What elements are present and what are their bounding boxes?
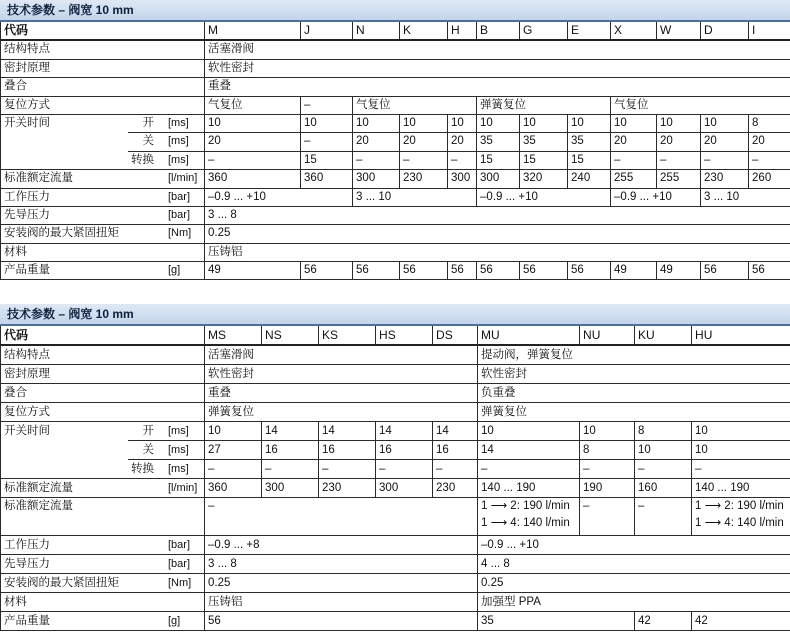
value-cell: – [376,460,433,479]
row-label: 先导压力 [1,206,165,224]
unit: [bar] [165,555,205,574]
value-cell: – [478,460,580,479]
sub-label: 关 [128,441,165,460]
code-cell: DS [433,326,478,345]
code-row [1,22,790,40]
value-cell: 10 [301,114,353,132]
spec-section-1 [0,0,790,280]
row-label: 材料 [1,243,205,261]
value-cell: 56 [400,262,448,280]
code-cell: N [353,22,400,40]
material-row [1,593,790,612]
value-cell: 56 [353,262,400,280]
value-cell: 140 ... 190 [692,479,790,498]
code-cell: B [477,22,520,40]
value-cell: 320 [520,170,568,188]
value-cell: 15 [301,151,353,169]
row-label: 叠合 [1,384,205,403]
value-cell: 10 [692,422,790,441]
row-label: 开关时间 [1,114,128,169]
row-value: – [635,498,692,536]
row-value: 4 ... 8 [478,555,790,574]
value-cell: 20 [205,133,301,151]
row-value: 气复位 [205,96,301,114]
unit: [ms] [165,422,205,441]
value-cell: 16 [262,441,319,460]
value-cell: – [400,151,448,169]
value-cell: 15 [477,151,520,169]
value-cell: – [301,133,353,151]
value-cell: 16 [433,441,478,460]
row-value: 重叠 [205,384,478,403]
value-cell: 10 [478,422,580,441]
flow-path-line: 1 ⟶ 4: 140 l/min [695,517,784,529]
code-cell: HU [692,326,790,345]
sub-label: 转换 [128,151,165,169]
value-cell: 160 [635,479,692,498]
row-value: 压铸铝 [205,243,790,261]
value-cell: 8 [580,441,635,460]
sub-label: 开 [128,422,165,441]
value-cell: 230 [701,170,749,188]
row-value: 3 ... 8 [205,206,790,224]
value-cell: 230 [400,170,448,188]
value-cell: 10 [568,114,611,132]
value-cell: 20 [353,133,400,151]
switch-open-row [1,114,790,132]
row-label: 叠合 [1,78,205,96]
row-value [478,498,580,536]
row-label: 安装阀的最大紧固扭矩 [1,574,165,593]
row-value [692,498,790,536]
value-cell: 10 [701,114,749,132]
value-cell: – [635,460,692,479]
row-value: 软性密封 [205,59,790,77]
row-value: 压铸铝 [205,593,478,612]
value-cell: 300 [477,170,520,188]
spec-section-2 [0,304,790,631]
value-cell: 140 ... 190 [478,479,580,498]
value-cell: 49 [205,262,301,280]
row-label: 复位方式 [1,403,205,422]
value-cell: 16 [376,441,433,460]
weight-row [1,612,790,631]
value-cell: 10 [692,441,790,460]
value-cell: 14 [433,422,478,441]
row-label: 工作压力 [1,188,165,206]
code-cell: E [568,22,611,40]
row-label: 标准额定流量 [1,479,165,498]
value-cell: – [749,151,790,169]
value-cell: – [433,460,478,479]
row-label: 结构特点 [1,345,205,365]
unit: [ms] [165,151,205,169]
code-cell: M [205,22,301,40]
overlap-row [1,78,790,96]
value-cell: – [657,151,701,169]
row-value: –0.9 ... +10 [477,188,611,206]
value-cell: 56 [749,262,790,280]
row-value: – [205,498,478,536]
overlap-row [1,384,790,403]
code-label: 代码 [1,326,205,345]
code-cell: K [400,22,448,40]
value-cell: 8 [749,114,790,132]
seal-row [1,59,790,77]
unit: [ms] [165,460,205,479]
code-cell: X [611,22,657,40]
row-value: 42 [692,612,790,631]
flow-path-line: 1 ⟶ 4: 140 l/min [481,517,570,529]
value-cell: 27 [205,441,262,460]
structure-row [1,40,790,59]
row-value: –0.9 ... +10 [611,188,701,206]
reset-row [1,403,790,422]
spec-table-1 [0,22,790,280]
unit: [bar] [165,536,205,555]
code-cell: NU [580,326,635,345]
value-cell: 20 [611,133,657,151]
value-cell: 15 [520,151,568,169]
value-cell: 300 [448,170,477,188]
value-cell: 260 [749,170,790,188]
value-cell: 20 [749,133,790,151]
row-label: 先导压力 [1,555,165,574]
value-cell: – [611,151,657,169]
value-cell: 10 [205,422,262,441]
row-value: 软性密封 [478,365,790,384]
row-label: 标准额定流量 [1,498,205,536]
value-cell: – [319,460,376,479]
code-cell: G [520,22,568,40]
row-value: 弹簧复位 [205,403,478,422]
sub-label: 开 [128,114,165,132]
row-value: 负重叠 [478,384,790,403]
row-label: 产品重量 [1,262,165,280]
row-value: 气复位 [611,96,790,114]
value-cell: 255 [611,170,657,188]
code-cell: J [301,22,353,40]
value-cell: 190 [580,479,635,498]
pressure-row [1,188,790,206]
value-cell: 10 [353,114,400,132]
value-cell: – [205,151,301,169]
value-cell: 10 [400,114,448,132]
unit: [Nm] [165,574,205,593]
value-cell: 20 [448,133,477,151]
row-value: 提动阀，弹簧复位 [478,345,790,365]
flow-row [1,479,790,498]
row-value: 3 ... 10 [701,188,790,206]
value-cell: 360 [301,170,353,188]
flow-path-line: 1 ⟶ 2: 190 l/min [481,500,570,512]
value-cell: 10 [448,114,477,132]
code-cell: I [749,22,790,40]
flow-row [1,170,790,188]
value-cell: 8 [635,422,692,441]
unit: [ms] [165,114,205,132]
value-cell: 10 [611,114,657,132]
value-cell: – [580,460,635,479]
row-value: 3 ... 10 [353,188,477,206]
value-cell: 300 [353,170,400,188]
unit: [g] [165,612,205,631]
sub-label: 转换 [128,460,165,479]
row-value: 0.25 [205,574,478,593]
unit: [Nm] [165,225,205,243]
value-cell: 10 [520,114,568,132]
row-value: 弹簧复位 [478,403,790,422]
value-cell: 56 [448,262,477,280]
code-cell: MS [205,326,262,345]
value-cell: – [205,460,262,479]
row-value: –0.9 ... +8 [205,536,478,555]
value-cell: 230 [433,479,478,498]
section-title: 技术参数 – 阀宽 10 mm [0,0,790,20]
unit: [ms] [165,133,205,151]
sub-label: 关 [128,133,165,151]
unit: [l/min] [165,170,205,188]
value-cell: 56 [477,262,520,280]
row-value: – [580,498,635,536]
code-cell: NS [262,326,319,345]
code-cell: HS [376,326,433,345]
row-value: 软性密封 [205,365,478,384]
spec-table-2 [0,326,790,631]
value-cell: 14 [376,422,433,441]
seal-row [1,365,790,384]
row-value: 42 [635,612,692,631]
value-cell: 14 [478,441,580,460]
row-label: 结构特点 [1,40,205,59]
structure-row [1,345,790,365]
unit: [bar] [165,188,205,206]
torque-row [1,225,790,243]
row-value: 活塞滑阀 [205,345,478,365]
value-cell: – [701,151,749,169]
pilot-row [1,206,790,224]
row-label: 开关时间 [1,422,128,479]
value-cell: 360 [205,479,262,498]
row-label: 安装阀的最大紧固扭矩 [1,225,165,243]
section-title: 技术参数 – 阀宽 10 mm [0,304,790,324]
unit: [l/min] [165,479,205,498]
code-cell: D [701,22,749,40]
value-cell: – [262,460,319,479]
value-cell: 35 [568,133,611,151]
value-cell: 300 [262,479,319,498]
unit: [ms] [165,441,205,460]
value-cell: – [448,151,477,169]
row-label: 复位方式 [1,96,205,114]
row-label: 密封原理 [1,365,205,384]
value-cell: 14 [262,422,319,441]
value-cell: 56 [520,262,568,280]
value-cell: 16 [319,441,376,460]
switch-open-row [1,422,790,441]
value-cell: 56 [568,262,611,280]
code-row [1,326,790,345]
row-value: 活塞滑阀 [205,40,790,59]
weight-row [1,262,790,280]
code-label: 代码 [1,22,205,40]
code-cell: H [448,22,477,40]
value-cell: 360 [205,170,301,188]
row-value: 弹簧复位 [477,96,611,114]
unit: [bar] [165,206,205,224]
row-label: 产品重量 [1,612,165,631]
flow-path-line: 1 ⟶ 2: 190 l/min [695,500,784,512]
value-cell: – [353,151,400,169]
value-cell: 10 [635,441,692,460]
value-cell: 240 [568,170,611,188]
torque-row [1,574,790,593]
row-value: –0.9 ... +10 [205,188,353,206]
row-value: 0.25 [478,574,790,593]
row-value: 加强型 PPA [478,593,790,612]
code-cell: KS [319,326,376,345]
value-cell: 20 [400,133,448,151]
reset-row [1,96,790,114]
row-label: 材料 [1,593,205,612]
value-cell: 56 [301,262,353,280]
value-cell: 255 [657,170,701,188]
row-value: 56 [205,612,478,631]
value-cell: 35 [520,133,568,151]
pilot-row [1,555,790,574]
row-value: – [301,96,353,114]
row-label: 标准额定流量 [1,170,165,188]
row-value: 0.25 [205,225,790,243]
row-value: –0.9 ... +10 [478,536,790,555]
value-cell: 35 [477,133,520,151]
flow-detail-row [1,498,790,536]
value-cell: 20 [701,133,749,151]
value-cell: 10 [657,114,701,132]
value-cell: 56 [701,262,749,280]
material-row [1,243,790,261]
value-cell: 15 [568,151,611,169]
row-label: 密封原理 [1,59,205,77]
code-cell: KU [635,326,692,345]
row-label: 工作压力 [1,536,165,555]
row-value: 35 [478,612,635,631]
row-value: 重叠 [205,78,790,96]
value-cell: 300 [376,479,433,498]
pressure-row [1,536,790,555]
value-cell: 230 [319,479,376,498]
value-cell: 10 [580,422,635,441]
code-cell: W [657,22,701,40]
code-cell: MU [478,326,580,345]
value-cell: – [692,460,790,479]
row-value: 气复位 [353,96,477,114]
value-cell: 49 [611,262,657,280]
value-cell: 49 [657,262,701,280]
value-cell: 10 [477,114,520,132]
value-cell: 20 [657,133,701,151]
unit: [g] [165,262,205,280]
value-cell: 14 [319,422,376,441]
value-cell: 10 [205,114,301,132]
row-value: 3 ... 8 [205,555,478,574]
